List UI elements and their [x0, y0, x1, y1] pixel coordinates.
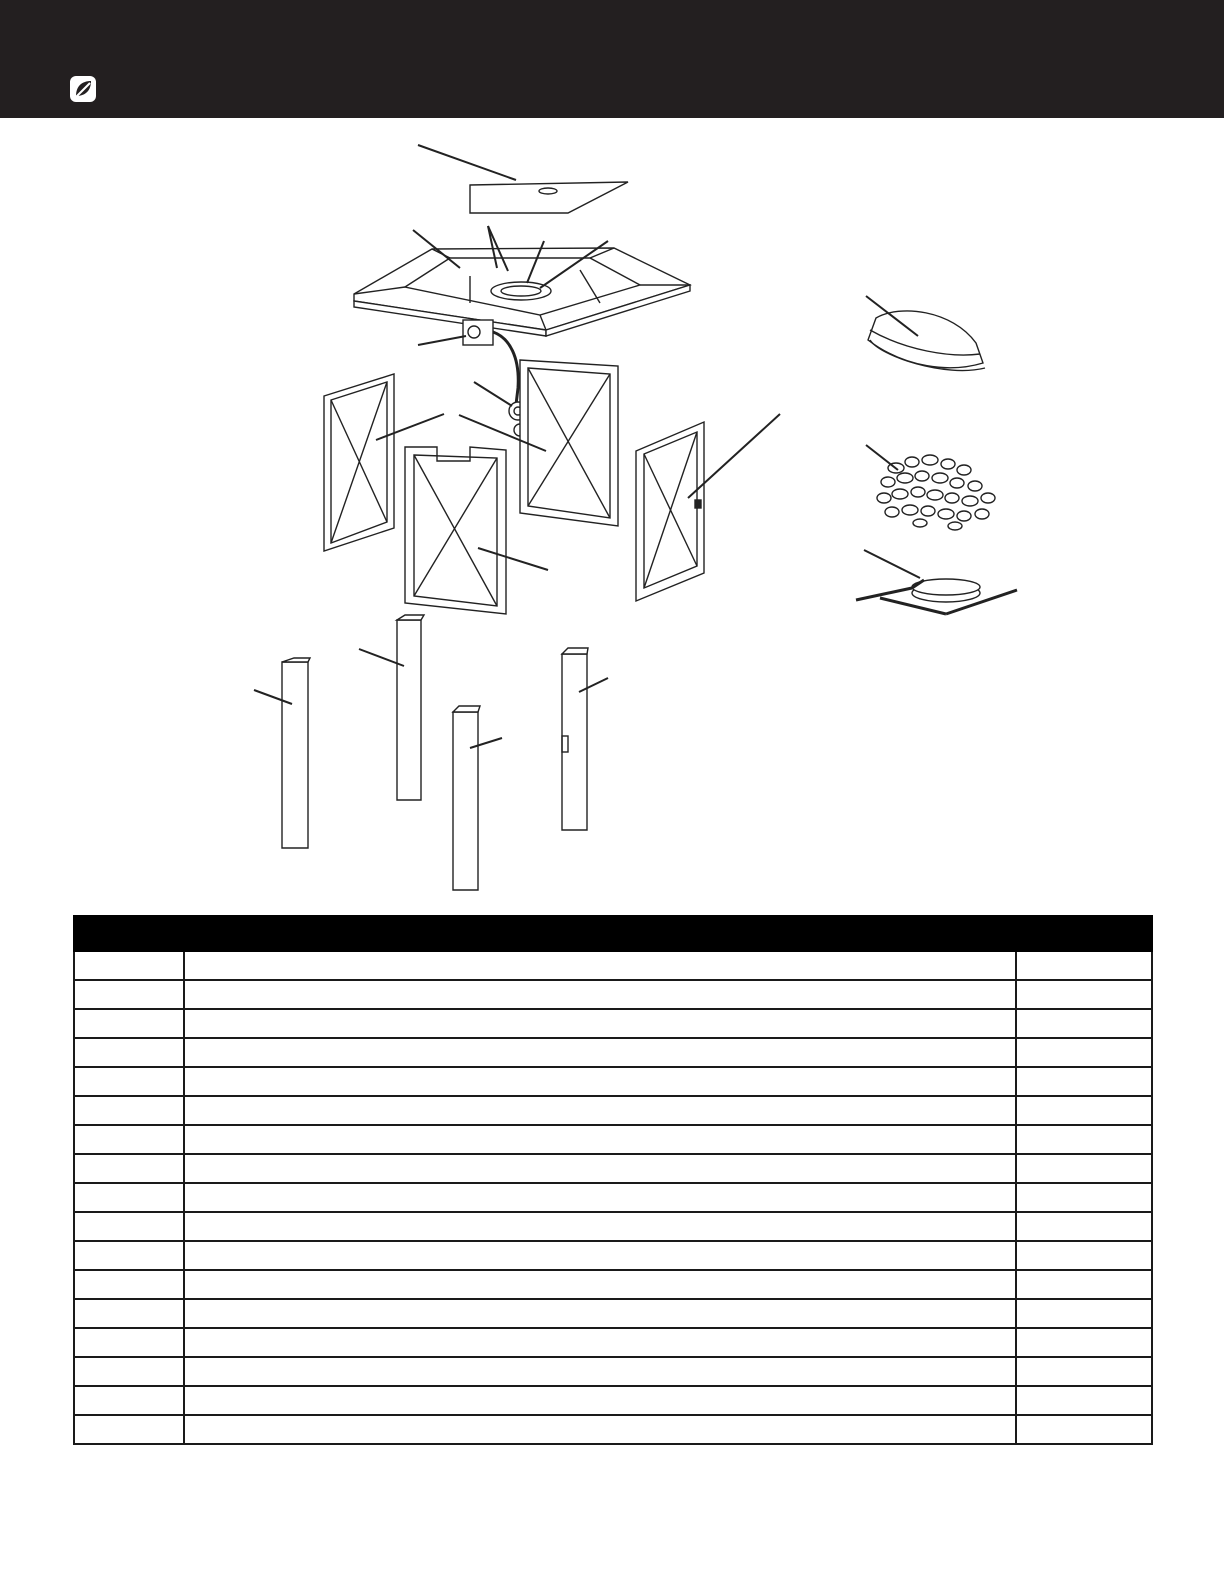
legs-drawing — [254, 615, 608, 890]
cell-quantity — [1016, 1241, 1152, 1270]
cell-description — [184, 1299, 1016, 1328]
cell-key — [74, 1415, 184, 1444]
cell-quantity — [1016, 1415, 1152, 1444]
cell-key — [74, 1386, 184, 1415]
cell-key — [74, 1328, 184, 1357]
cell-quantity — [1016, 1125, 1152, 1154]
cell-key — [74, 1270, 184, 1299]
table-body — [74, 951, 1152, 1444]
cell-description — [184, 1241, 1016, 1270]
cell-key — [74, 1183, 184, 1212]
cell-description — [184, 1328, 1016, 1357]
cell-quantity — [1016, 1183, 1152, 1212]
cell-description — [184, 980, 1016, 1009]
cell-quantity — [1016, 1270, 1152, 1299]
table-top-drawing — [354, 226, 690, 336]
cell-key — [74, 1154, 184, 1183]
cell-key — [74, 1096, 184, 1125]
cell-description — [184, 1212, 1016, 1241]
table-row — [74, 1357, 1152, 1386]
cell-quantity — [1016, 1154, 1152, 1183]
cell-description — [184, 1183, 1016, 1212]
table-row — [74, 1154, 1152, 1183]
table-row — [74, 1096, 1152, 1125]
table-row — [74, 1328, 1152, 1357]
cell-key — [74, 951, 184, 980]
table-row — [74, 1212, 1152, 1241]
cell-key — [74, 1241, 184, 1270]
cell-quantity — [1016, 951, 1152, 980]
cell-quantity — [1016, 980, 1152, 1009]
table-row — [74, 1183, 1152, 1212]
cell-quantity — [1016, 1067, 1152, 1096]
lid-drawing — [418, 145, 628, 213]
cell-quantity — [1016, 1009, 1152, 1038]
cell-description — [184, 1386, 1016, 1415]
table-row — [74, 980, 1152, 1009]
panel-door-drawing — [636, 414, 780, 601]
parts-table — [73, 915, 1153, 1445]
header-key — [74, 916, 184, 951]
cell-description — [184, 1415, 1016, 1444]
table-row — [74, 1415, 1152, 1444]
cell-description — [184, 1125, 1016, 1154]
header-description — [184, 916, 1016, 951]
cell-description — [184, 1357, 1016, 1386]
cell-key — [74, 1038, 184, 1067]
cell-quantity — [1016, 1357, 1152, 1386]
table-row — [74, 1125, 1152, 1154]
table-row — [74, 1009, 1152, 1038]
lava-rocks-drawing — [866, 445, 995, 530]
table-row — [74, 1299, 1152, 1328]
cell-quantity — [1016, 1096, 1152, 1125]
cover-drawing — [866, 296, 985, 371]
burner-stand-drawing — [856, 550, 1017, 614]
cell-quantity — [1016, 1212, 1152, 1241]
cell-quantity — [1016, 1038, 1152, 1067]
cell-description — [184, 1038, 1016, 1067]
cell-key — [74, 1125, 184, 1154]
leaf-icon — [70, 76, 96, 102]
table-header-row — [74, 916, 1152, 951]
table-row — [74, 951, 1152, 980]
table-row — [74, 1270, 1152, 1299]
cell-description — [184, 1154, 1016, 1183]
cell-description — [184, 1009, 1016, 1038]
table-row — [74, 1241, 1152, 1270]
table-row — [74, 1386, 1152, 1415]
cell-key — [74, 1357, 184, 1386]
cell-key — [74, 980, 184, 1009]
cell-key — [74, 1212, 184, 1241]
table-row — [74, 1038, 1152, 1067]
cell-description — [184, 1270, 1016, 1299]
cell-quantity — [1016, 1386, 1152, 1415]
exploded-view-diagram — [0, 118, 1224, 908]
cell-key — [74, 1067, 184, 1096]
cell-quantity — [1016, 1299, 1152, 1328]
cell-key — [74, 1299, 184, 1328]
header-quantity — [1016, 916, 1152, 951]
cell-quantity — [1016, 1328, 1152, 1357]
table-row — [74, 1067, 1152, 1096]
cell-description — [184, 951, 1016, 980]
cell-description — [184, 1067, 1016, 1096]
cell-key — [74, 1009, 184, 1038]
header-bar — [0, 0, 1224, 118]
cell-description — [184, 1096, 1016, 1125]
